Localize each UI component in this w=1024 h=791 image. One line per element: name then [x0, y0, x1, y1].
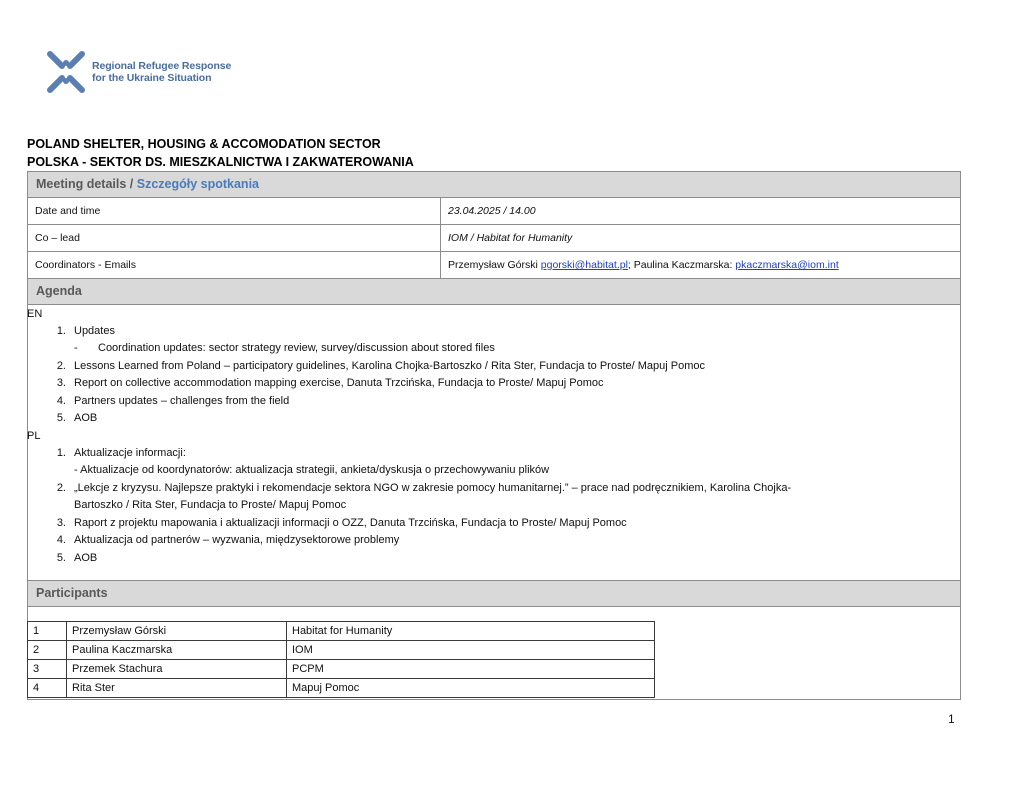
list-number: 1.	[56, 447, 66, 459]
agenda-subitem: - Aktualizacje od koordynatorów: aktualizacja strategii, ankieta/dyskusja o przechowywaniu plików	[74, 464, 550, 476]
agenda-item: AOB	[74, 552, 98, 564]
page-number: 1	[948, 712, 955, 726]
participant-no: 3	[28, 660, 67, 679]
list-number: 2.	[56, 360, 66, 372]
participant-name: Przemysław Górski	[67, 622, 287, 641]
logo-text	[92, 60, 231, 84]
meeting-details-header	[28, 172, 960, 198]
participant-org: Habitat for Humanity	[287, 622, 655, 641]
agenda-lang-en: EN	[27, 308, 43, 320]
agenda-item: Report on collective accommodation mapping exercise, Danuta Trzcińska, Fundacja to Proste/ Mapuj Pomoc	[74, 377, 604, 389]
agenda-item: Aktualizacje informacji:	[74, 447, 186, 459]
table-row	[28, 660, 655, 679]
participant-org: Mapuj Pomoc	[287, 679, 655, 698]
email-link-2[interactable]: pkaczmarska@iom.int	[735, 259, 839, 271]
participant-org: PCPM	[287, 660, 655, 679]
agenda-item: Lessons Learned from Poland – participatory guidelines, Karolina Chojka-Bartoszko / Rita Ster, Fundacja to Proste/ Mapuj Pomoc	[74, 360, 705, 372]
detail-label: Date and time	[28, 198, 441, 224]
email-link-1[interactable]: pgorski@habitat.pl	[540, 259, 628, 271]
list-number: 1.	[56, 325, 66, 337]
list-number: 3.	[56, 377, 66, 389]
list-number: 3.	[56, 517, 66, 529]
agenda-item: Raport z projektu mapowania i aktualizacji informacji o OZZ, Danuta Trzcińska, Fundacja to Proste/ Mapuj Pomoc	[74, 517, 627, 529]
table-row	[28, 622, 655, 641]
detail-value	[441, 252, 960, 278]
detail-label: Co – lead	[28, 225, 441, 251]
agenda-item: AOB	[74, 412, 98, 424]
agenda-title: Agenda	[36, 284, 82, 298]
coordinator-name-1: Przemysław Górski	[448, 259, 538, 271]
detail-row-coordinators	[28, 252, 960, 279]
meeting-details-en: Meeting details /	[36, 177, 134, 191]
list-number: 5.	[56, 552, 66, 564]
agenda-item-continued: Bartoszko / Rita Ster, Fundacja to Proste/ Mapuj Pomoc	[74, 499, 347, 511]
agenda-header	[28, 279, 960, 305]
list-number: 2.	[56, 482, 66, 494]
detail-row-colead	[28, 225, 960, 252]
agenda-subitem: Coordination updates: sector strategy review, survey/discussion about stored files	[98, 342, 495, 354]
participants-table	[27, 621, 655, 698]
coordinator-name-2: ; Paulina Kaczmarska:	[627, 259, 733, 271]
agenda-body	[28, 305, 960, 581]
agenda-lang-pl: PL	[27, 430, 41, 442]
participant-org: IOM	[287, 641, 655, 660]
table-row	[28, 679, 655, 698]
detail-row-date	[28, 198, 960, 225]
unhcr-logo-icon	[46, 50, 86, 94]
participant-no: 2	[28, 641, 67, 660]
list-number: 5.	[56, 412, 66, 424]
agenda-item: Updates	[74, 325, 115, 337]
meeting-details-pl: Szczegóły spotkania	[136, 177, 259, 191]
participant-name: Przemek Stachura	[67, 660, 287, 679]
detail-value: IOM / Habitat for Humanity	[448, 232, 573, 244]
title-en: POLAND SHELTER, HOUSING & ACCOMODATION SECTOR	[27, 137, 381, 151]
title-pl: POLSKA - SEKTOR DS. MIESZKALNICTWA I ZAKWATEROWANIA	[27, 155, 414, 169]
meeting-sheet	[27, 171, 961, 700]
logo	[46, 50, 231, 94]
list-number: 4.	[56, 534, 66, 546]
participant-name: Paulina Kaczmarska	[67, 641, 287, 660]
agenda-item: Partners updates – challenges from the field	[74, 395, 290, 407]
participant-no: 1	[28, 622, 67, 641]
detail-label: Coordinators - Emails	[28, 252, 441, 278]
agenda-item: Aktualizacja od partnerów – wyzwania, międzysektorowe problemy	[74, 534, 400, 546]
participants-header	[28, 581, 960, 607]
sub-bullet: -	[74, 342, 78, 354]
detail-value: 23.04.2025 / 14.00	[448, 205, 536, 217]
participant-no: 4	[28, 679, 67, 698]
agenda-item: „Lekcje z kryzysu. Najlepsze praktyki i rekomendacje sektora NGO w zakresie pomocy humanitarnej.” – prace nad podręcznikiem, Karolina Chojka-	[74, 482, 792, 494]
participants-area	[28, 607, 960, 700]
participants-title: Participants	[36, 586, 108, 600]
logo-line-1: Regional Refugee Response	[92, 60, 232, 72]
table-row	[28, 641, 655, 660]
list-number: 4.	[56, 395, 66, 407]
participant-name: Rita Ster	[67, 679, 287, 698]
document-titles	[27, 135, 414, 171]
logo-line-2: for the Ukraine Situation	[92, 72, 212, 84]
